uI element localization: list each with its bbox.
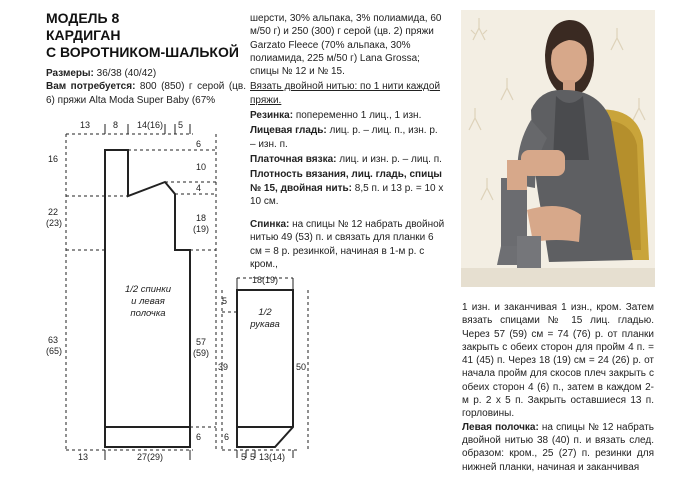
stockinette-stitch: Лицевая гладь: лиц. р. – лиц. п., изн. р. – изн. п.: [250, 125, 438, 150]
sizes-value: 36/38 (40/42): [93, 68, 157, 79]
dim-right-57b: (59): [193, 348, 210, 358]
dim-bottom-13: 13: [78, 452, 89, 462]
dim-top-5: 5: [178, 120, 184, 130]
sleeve-dim-bottom-5b: 5: [250, 452, 256, 462]
back-instructions: Спинка: на спицы № 12 набрать двойной нитью 49 (53) п. и связать для планки 6 см = 8 р. резинкой, начиная в 1-м р. с кром.,: [250, 219, 445, 271]
dim-top-13: 13: [80, 120, 91, 130]
sleeve-dim-bottom-5a: 5: [241, 452, 247, 462]
body-label-1: 1/2 спинки: [124, 284, 172, 295]
title-line-1: МОДЕЛЬ 8: [46, 10, 120, 26]
dim-left-16: 16: [48, 154, 59, 164]
garter-stitch: Платочная вязка: лиц. и изн. р. – лиц. п.: [250, 153, 442, 165]
sleeve-dim-left-6: 6: [224, 432, 230, 442]
dim-right-6b: 6: [196, 432, 202, 442]
sleeve-label-2: рукава: [250, 319, 280, 330]
sleeve-dim-left-39: 39: [218, 362, 229, 372]
left-front-text: на спицы № 12 набрать двойной нитью 38 (40) п. и вязать след. образом: кром., 25 (27) п. резинки для нижней планки, начиная и заканчивая: [462, 421, 654, 473]
dim-top-8: 8: [113, 120, 119, 130]
yarn-text: шерсти, 30% альпака, 3% полиамида, 60 м/50 г) и 250 (300) г серой (цв. 2) пряжи Garzato Fleece (70% альпака, 30% полиамида, 225 м/50 г) Lana Grossa; спицы № 12 и № 15.: [250, 13, 442, 78]
dim-right-18b: (19): [193, 224, 210, 234]
dim-left-22b: (23): [46, 218, 63, 228]
body-label-2: и левая: [131, 296, 165, 307]
left-front-label: Левая полочка:: [462, 421, 539, 433]
dim-right-57: 57: [196, 337, 207, 347]
dim-right-18: 18: [196, 213, 207, 223]
dim-top-14-16: 14(16): [137, 120, 164, 130]
rib-stitch: Резинка: попеременно 1 лиц., 1 изн.: [250, 110, 422, 122]
need-value: 800 (850) г серой (цв. 6) пряжи Alta Moda Super Baby (67%: [46, 81, 246, 106]
sleeve-dim-left-5: 5: [222, 296, 228, 306]
need-label: Вам потребуется:: [46, 81, 136, 93]
sleeve-label-1: 1/2: [258, 307, 272, 318]
title-line-3: С ВОРОТНИКОМ-ШАЛЬКОЙ: [46, 44, 239, 60]
sleeve-dim-bottom-13: 13(14): [259, 452, 286, 462]
dim-right-10: 10: [196, 162, 207, 172]
body-label-3: полочка: [130, 308, 166, 319]
dim-right-6a: 6: [196, 139, 202, 149]
double-yarn-note: Вязать двойной нитью: по 1 нити каждой пряжи.: [250, 81, 441, 106]
dim-left-63: 63: [48, 335, 59, 345]
sizes-label: Размеры:: [46, 68, 94, 79]
back-continued: 1 изн. и заканчивая 1 изн., кром. Затем вязать спицами № 15 лиц. гладью. Через 57 (59) см = 74 (76) р. от планки закрыть с обеих сторон для пройм 4 п. = 41 (45) п. Через 18 (19) см = 24 (26) р. от начала пройм для скосов плеч закрыть с обеих сторон 4 (6) п., затем в каждом 2-м р. 2 x 5 п. Закрыть оставшиеся 13 п. горловины.: [462, 302, 654, 420]
dim-bottom-27: 27(29): [137, 452, 164, 462]
sleeve-dim-right-50: 50: [296, 362, 307, 372]
gauge: Плотность вязания, лиц. гладь, спицы № 15, двойная нить: 8,5 п. и 13 р. = 10 x 10 см.: [250, 169, 444, 207]
sleeve-dim-top: 18(19): [252, 275, 279, 285]
title-line-2: КАРДИГАН: [46, 27, 121, 43]
dim-left-63b: (65): [46, 346, 63, 356]
dim-right-4: 4: [196, 183, 202, 193]
dim-left-22: 22: [48, 207, 59, 217]
